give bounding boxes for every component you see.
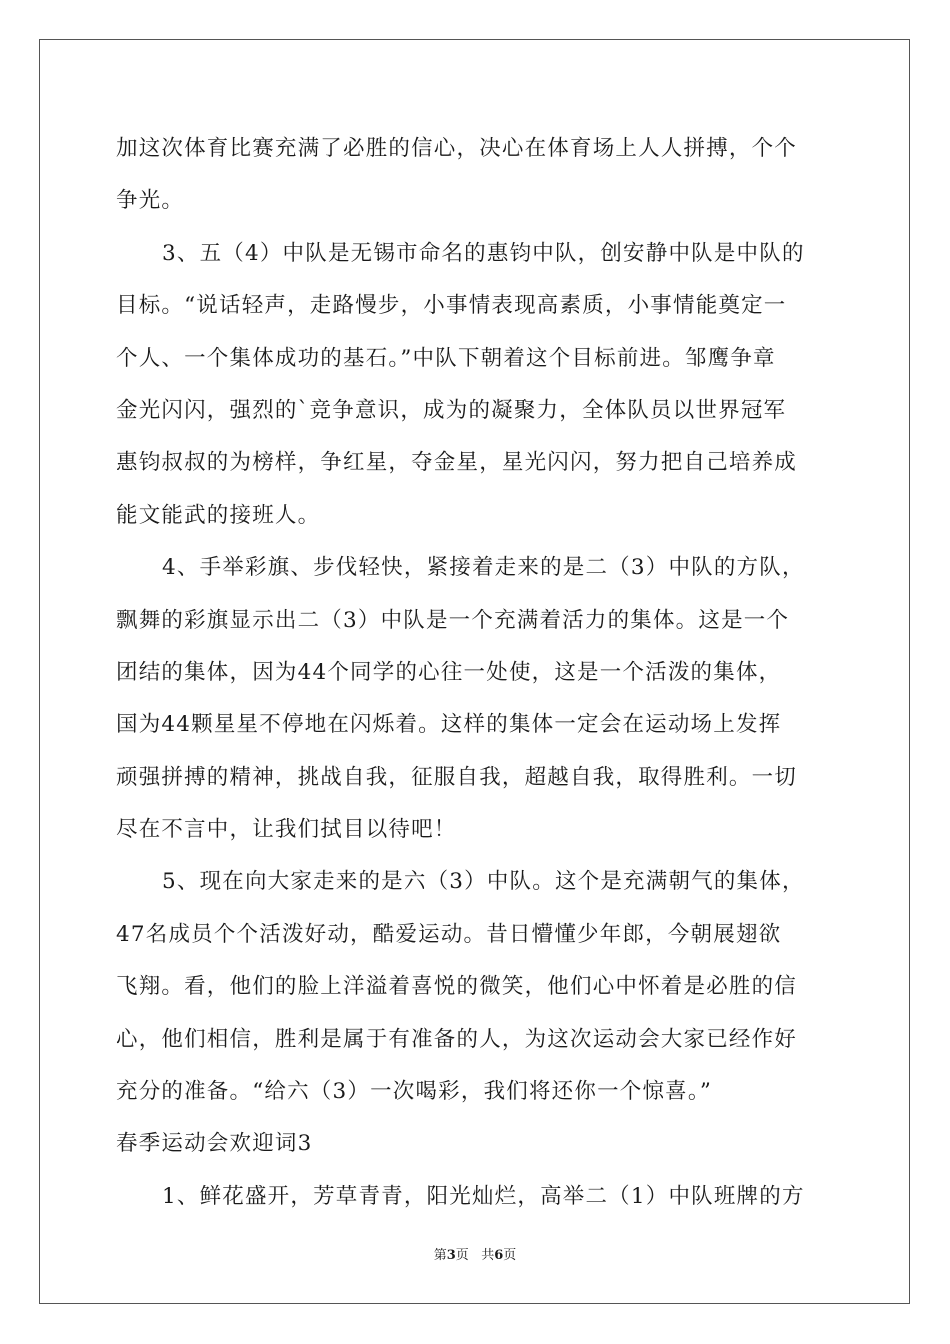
- page-prefix: 第: [433, 1248, 447, 1263]
- text-line: 团结的集体，因为44个同学的心往一处使，这是一个活泼的集体，: [116, 659, 782, 685]
- total-suffix: 页: [503, 1248, 517, 1263]
- text-line: 心，他们相信，胜利是属于有准备的人，为这次运动会大家已经作好: [116, 1026, 798, 1052]
- text-line: 尽在不言中，让我们拭目以待吧！: [116, 817, 457, 843]
- text-line: 飞翔。看，他们的脸上洋溢着喜悦的微笑，他们心中怀着是必胜的信: [116, 974, 798, 1000]
- paragraph-3-start: 3、五（4）中队是无锡市命名的惠钧中队，创安静中队是中队的: [162, 240, 805, 266]
- text-line: 争光。: [116, 188, 185, 214]
- paragraph-4-start: 4、手举彩旗、步伐轻快，紧接着走来的是二（3）中队的方队，: [162, 555, 805, 581]
- document-body: [116, 123, 838, 1223]
- text-line: 国为44颗星星不停地在闪烁着。这样的集体一定会在运动场上发挥: [116, 712, 782, 738]
- total-prefix: 共: [481, 1248, 495, 1263]
- page-number: 3: [446, 1248, 456, 1263]
- text-line: 47名成员个个活泼好动，酷爱运动。昔日懵懂少年郎，今朝展翅欲: [116, 921, 782, 947]
- section-heading: 春季运动会欢迎词3: [116, 1131, 313, 1157]
- text-line: 个人、一个集体成功的基石。”中队下朝着这个目标前进。邹鹰争章: [116, 345, 776, 371]
- total-pages: 6: [494, 1248, 504, 1263]
- text-line: 顽强拼搏的精神，挑战自我，征服自我，超越自我，取得胜利。一切: [116, 764, 798, 790]
- text-line: 加这次体育比赛充满了必胜的信心，决心在体育场上人人拼搏，个个: [116, 136, 798, 161]
- text-line: 能文能武的接班人。: [116, 502, 321, 528]
- text-line: 金光闪闪，强烈的`竞争意识，成为的凝聚力，全体队员以世界冠军: [116, 397, 787, 423]
- paragraph-1-start: 1、鲜花盛开，芳草青青，阳光灿烂，高举二（1）中队班牌的方: [162, 1183, 805, 1209]
- text-line: 飘舞的彩旗显示出二（3）中队是一个充满着活力的集体。这是一个: [116, 607, 790, 633]
- text-line: 充分的准备。“给六（3）一次喝彩，我们将还你一个惊喜。”: [116, 1079, 713, 1105]
- text-line: 目标。“说话轻声，走路慢步，小事情表现高素质，小事情能奠定一: [116, 293, 787, 319]
- text-line: 惠钧叔叔的为榜样，争红星，夺金星，星光闪闪，努力把自己培养成: [116, 450, 798, 476]
- page-suffix: 页: [455, 1248, 469, 1263]
- page-footer: [0, 1247, 950, 1265]
- paragraph-5-start: 5、现在向大家走来的是六（3）中队。这个是充满朝气的集体，: [162, 869, 805, 895]
